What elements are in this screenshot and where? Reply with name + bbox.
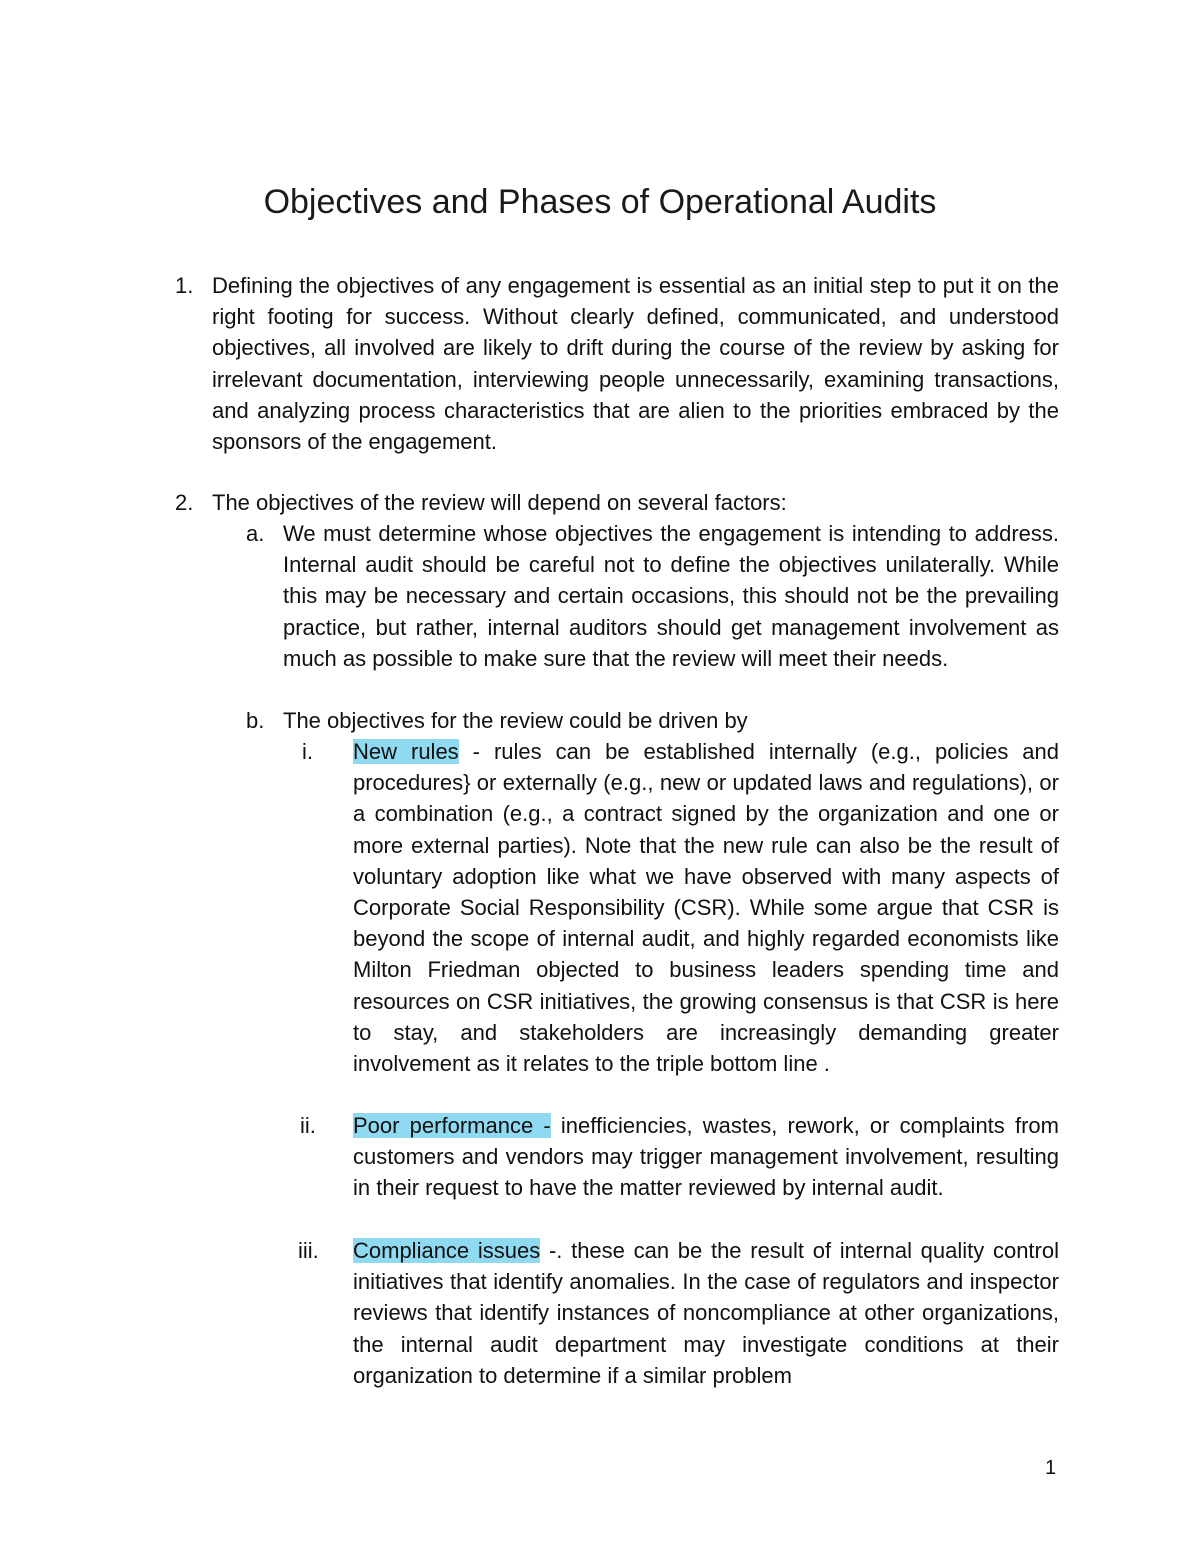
roman-list-marker: ii.	[300, 1113, 316, 1138]
item-body-text: -. these can be the result of internal quality control initiatives that identify anomalies. In the case of regulators and inspector reviews that identify instances of noncompliance at other organizations, the internal audit department may investigate conditions at their organization to determine if a similar problem	[353, 1238, 1059, 1388]
highlighted-term: New rules	[353, 739, 459, 764]
page-title: Objectives and Phases of Operational Audits	[263, 183, 937, 221]
list-item-paragraph: Defining the objectives of any engagement is essential as an initial step to put it on the right footing for success. Without clearly defined, communicated, and understood objectives, all involved are likely to drift during the course of the review by asking for irrelevant documentation, interviewing people unnecessarily, examining transactions, and analyzing process characteristics that are alien to the priorities embraced by the sponsors of the engagement.	[212, 273, 1059, 455]
item-body-text: inefficiencies, wastes, rework, or complaints from customers and vendors may trigger management involvement, resulting in their request to have the matter reviewed by internal audit.	[353, 1113, 1059, 1201]
highlighted-term: Poor performance -	[353, 1113, 551, 1138]
list-item-paragraph: The objectives of the review will depend on several factors:	[212, 490, 787, 515]
sublist-item-paragraph: The objectives for the review could be driven by	[283, 708, 748, 733]
roman-list-item	[353, 1235, 1059, 1391]
roman-list-item	[353, 736, 1059, 1079]
page-number: 1	[1045, 1457, 1057, 1479]
item-body-text: - rules can be established internally (e.g., policies and procedures} or externally (e.g., new or updated laws and regulations), or a combination (e.g., a contract signed by the organization and one or more external parties). Note that the new rule can also be the result of voluntary adoption like what we have observed with many aspects of Corporate Social Responsibility (CSR). While some argue that CSR is beyond the scope of internal audit, and highly regarded economists like Milton Friedman objected to business leaders spending time and resources on CSR initiatives, the growing consensus is that CSR is here to stay, and stakeholders are increasingly demanding greater involvement as it relates to the triple bottom line .	[353, 739, 1060, 1077]
sublist-marker: a.	[246, 521, 265, 546]
roman-list-item	[353, 1110, 1059, 1204]
list-marker: 2.	[175, 490, 194, 515]
roman-list-marker: i.	[302, 739, 313, 764]
roman-list-marker: iii.	[298, 1238, 319, 1263]
sublist-item-paragraph: We must determine whose objectives the engagement is intending to address. Internal audit should be careful not to define the objectives unilaterally. While this may be necessary and certain occasions, this should not be the prevailing practice, but rather, internal auditors should get management involvement as much as possible to make sure that the review will meet their needs.	[283, 521, 1059, 671]
list-marker: 1.	[175, 273, 194, 298]
highlighted-term: Compliance issues	[353, 1238, 541, 1263]
sublist-marker: b.	[246, 708, 265, 733]
